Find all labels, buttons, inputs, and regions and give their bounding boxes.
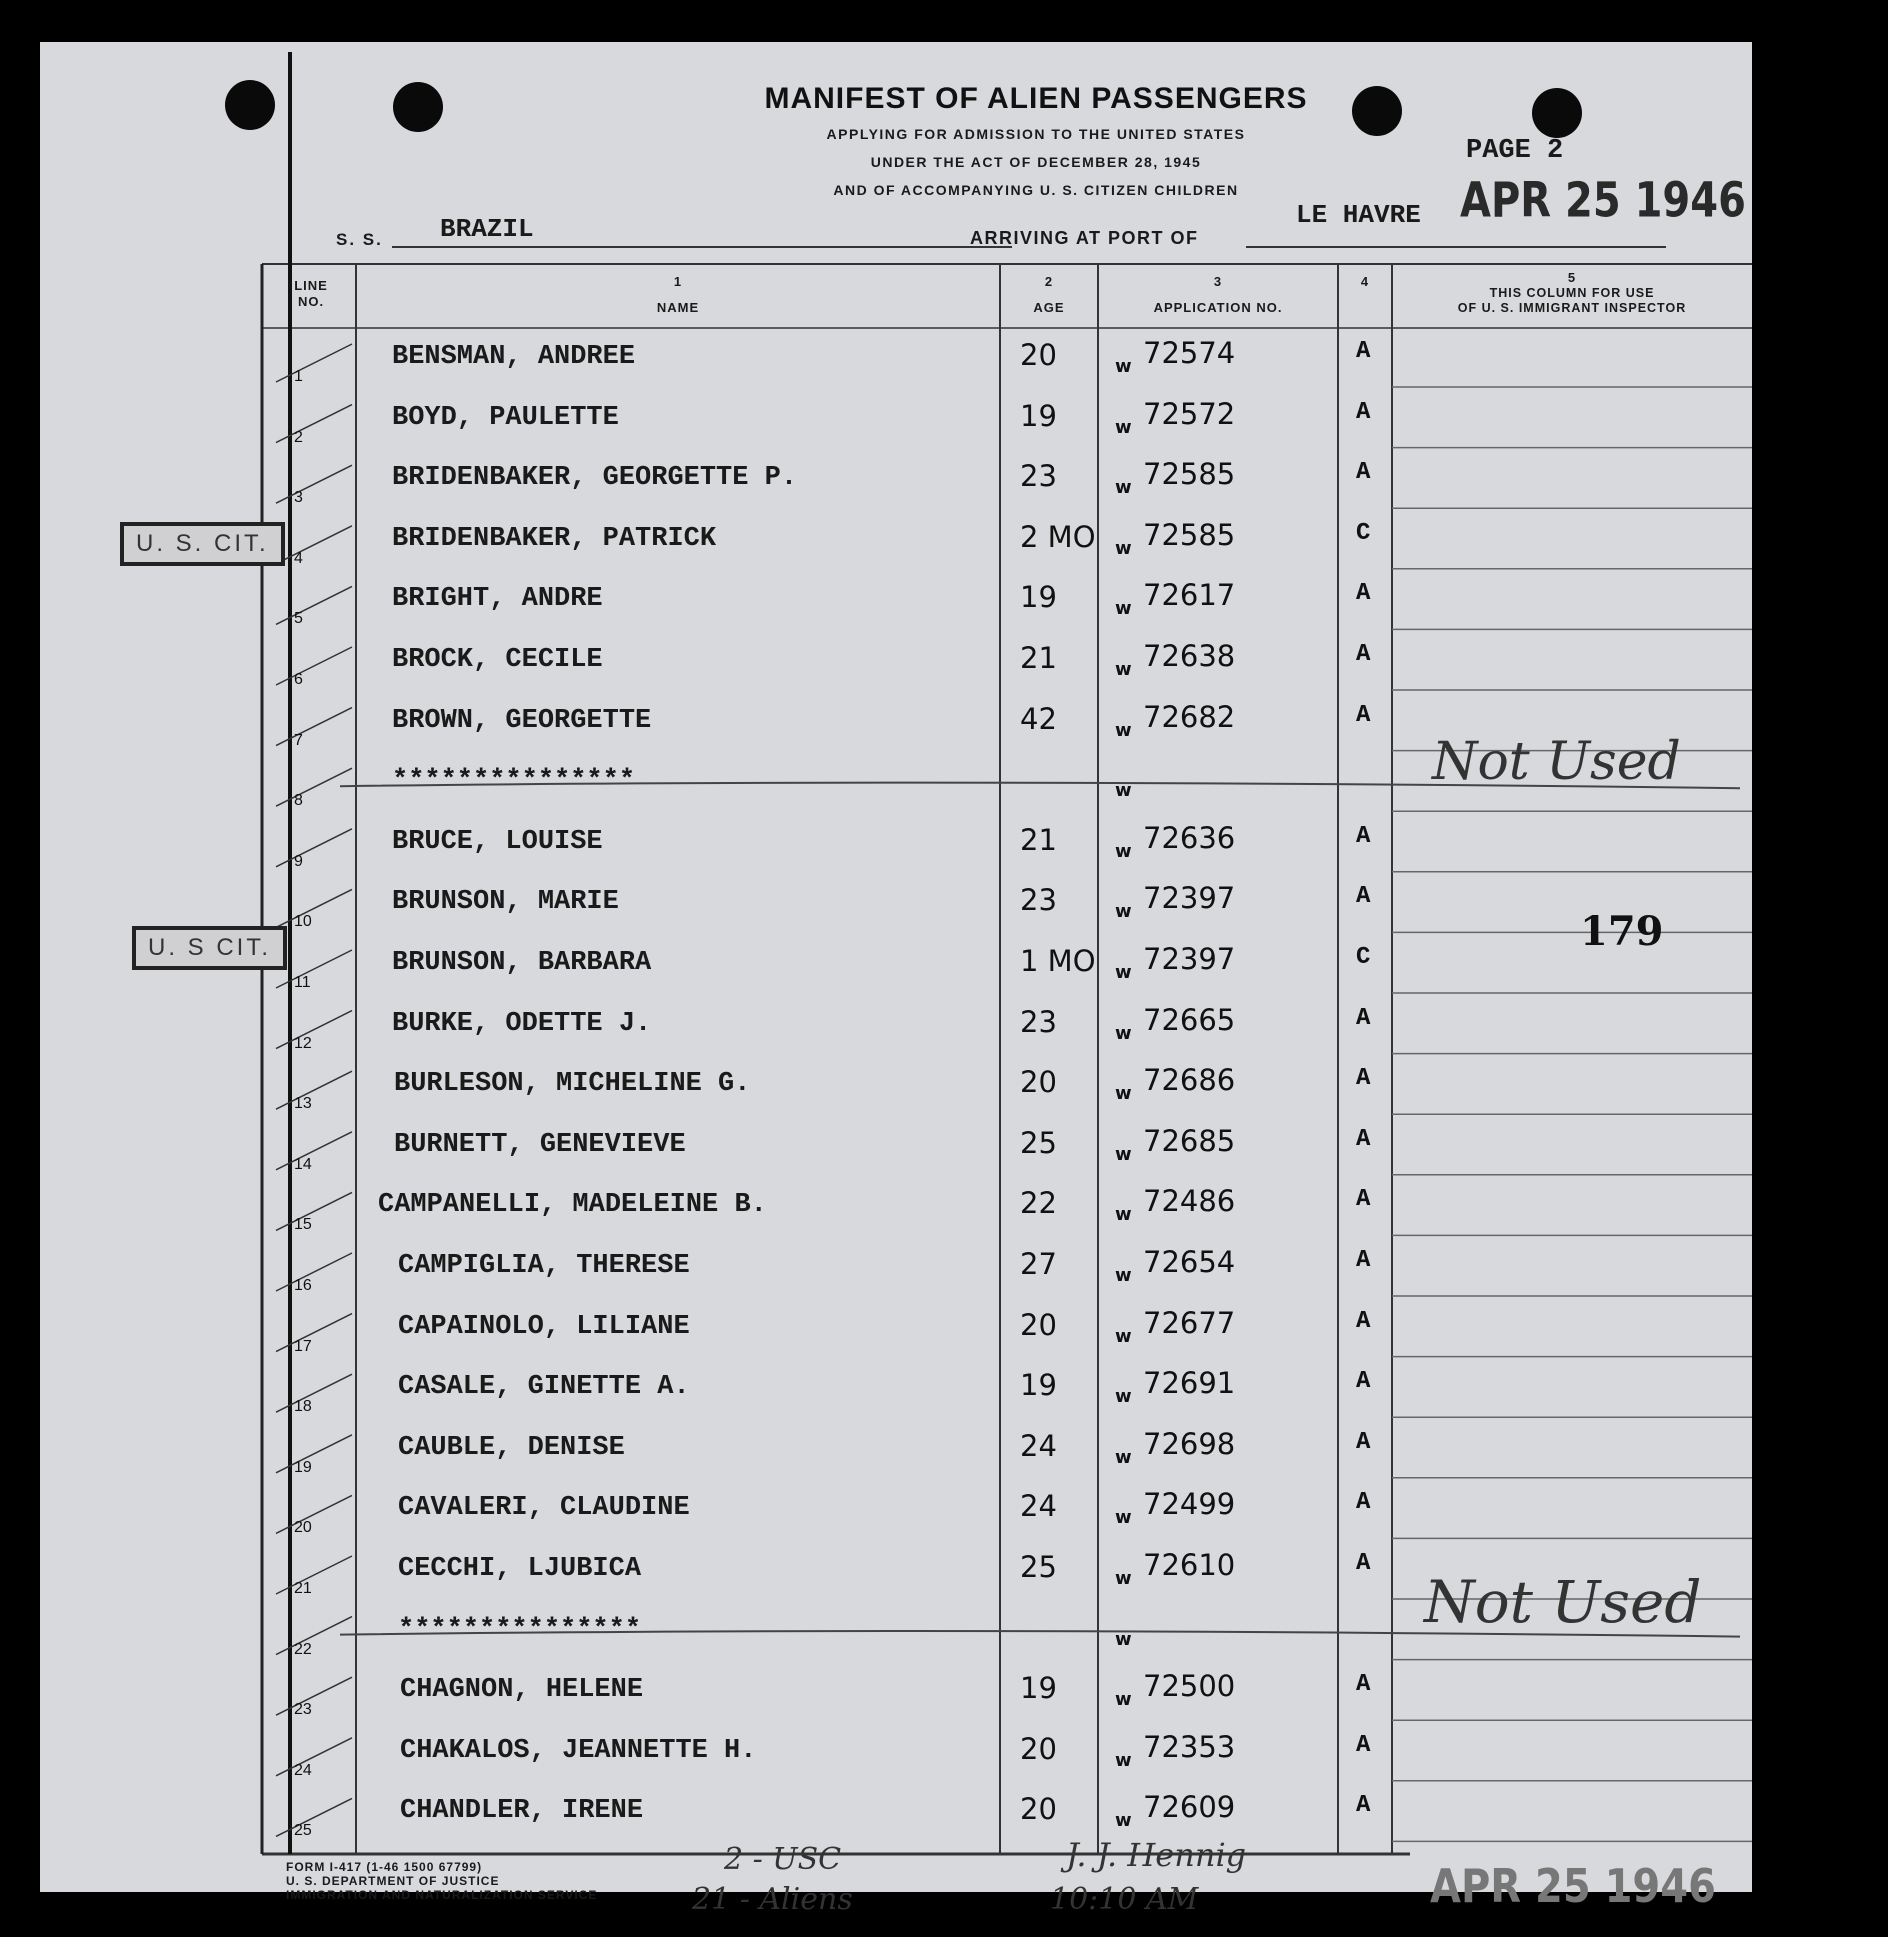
table-row: [40, 938, 1752, 998]
inspector-signature: J. J. Hennig: [1066, 1836, 1247, 1874]
application-prefix: w: [1115, 537, 1132, 559]
not-used-note: Not Used: [1424, 1568, 1702, 1636]
application-prefix: w: [1115, 1143, 1132, 1165]
status-code: A: [1356, 398, 1371, 426]
passenger-age: 23: [1020, 459, 1057, 494]
application-prefix: w: [1115, 1265, 1132, 1286]
passenger-age: 19: [1020, 1671, 1057, 1706]
subtitle-2: UNDER THE ACT OF DECEMBER 28, 1945: [870, 154, 1202, 170]
line-number: 17: [294, 1337, 312, 1355]
line-number: 3: [294, 489, 303, 507]
line-number: 8: [294, 792, 303, 810]
application-prefix: w: [1115, 1083, 1132, 1105]
col-header-inspector: THIS COLUMN FOR USE OF U. S. IMMIGRANT INSPECTOR: [1457, 286, 1687, 315]
passenger-name: BRUCE, LOUISE: [392, 826, 603, 857]
application-number: 72665: [1143, 1002, 1236, 1037]
application-number: 72574: [1143, 336, 1236, 370]
status-code: A: [1356, 701, 1371, 729]
status-code: A: [1356, 1065, 1371, 1093]
application-prefix: w: [1115, 1507, 1132, 1529]
manifest-sheet: [40, 42, 1752, 1917]
line-number: 15: [294, 1216, 312, 1234]
passenger-name: BROCK, CECILE: [392, 645, 603, 675]
line-number: 5: [294, 610, 303, 628]
line-number: 19: [294, 1458, 312, 1476]
passenger-name: CAVALERI, CLAUDINE: [398, 1493, 690, 1524]
application-number: 72572: [1143, 396, 1236, 431]
status-code: A: [1356, 822, 1371, 850]
passenger-age: 25: [1020, 1550, 1057, 1584]
passenger-name: CASALE, GINETTE A.: [398, 1372, 690, 1403]
line-number: 18: [294, 1398, 312, 1416]
table-row: [40, 1120, 1752, 1180]
application-prefix: w: [1115, 1386, 1132, 1408]
application-prefix: w: [1115, 659, 1132, 680]
application-number: 72654: [1143, 1245, 1236, 1279]
application-number: 72609: [1143, 1790, 1236, 1825]
time-note: 10:10 AM: [1050, 1882, 1199, 1917]
passenger-age: 27: [1020, 1247, 1057, 1281]
col-number-1: 1: [673, 274, 683, 289]
passenger-name: BENSMAN, ANDREE: [392, 342, 636, 372]
application-number: 72499: [1143, 1487, 1236, 1522]
line-number: 7: [294, 731, 303, 749]
table-row: [40, 1423, 1752, 1483]
table-row: [40, 1302, 1752, 1362]
table-row: [40, 1726, 1752, 1786]
status-code: A: [1356, 641, 1371, 668]
line-number: 23: [294, 1701, 312, 1719]
application-prefix: w: [1115, 477, 1132, 499]
bottom-date-stamp: APR 25 1946: [1430, 1860, 1716, 1914]
passenger-age: 20: [1020, 1731, 1057, 1766]
date-stamp: APR 25 1946: [1460, 173, 1746, 229]
application-prefix: w: [1115, 901, 1132, 923]
table-row: [40, 332, 1752, 392]
passenger-name: BURNETT, GENEVIEVE: [394, 1129, 686, 1160]
table-row: [40, 1362, 1752, 1422]
status-code: A: [1356, 1671, 1371, 1699]
passenger-age: 21: [1020, 822, 1057, 857]
passenger-age: 22: [1020, 1186, 1057, 1221]
application-number: 72698: [1143, 1426, 1236, 1461]
col-number-2: 2: [1044, 274, 1054, 289]
passenger-age: 20: [1020, 1792, 1057, 1827]
application-prefix: w: [1115, 1204, 1132, 1226]
status-code: A: [1356, 1247, 1371, 1274]
passenger-name: BRIGHT, ANDRE: [392, 584, 603, 615]
application-number: 72486: [1143, 1184, 1236, 1219]
passenger-age: 24: [1020, 1428, 1057, 1463]
application-number: 72691: [1143, 1366, 1236, 1401]
passenger-name: BRUNSON, BARBARA: [392, 948, 652, 978]
application-prefix: w: [1115, 719, 1132, 741]
status-code: C: [1356, 944, 1371, 971]
col-number-3: 3: [1213, 274, 1223, 289]
line-number: 16: [294, 1277, 312, 1294]
status-code: C: [1356, 519, 1371, 547]
ss-label: S. S.: [336, 230, 383, 249]
application-prefix: w: [1115, 1810, 1132, 1832]
port-name: LE HAVRE: [1296, 200, 1421, 230]
line-number: 12: [294, 1034, 312, 1052]
passenger-name: CAMPANELLI, MADELEINE B.: [378, 1190, 767, 1221]
manifest-title: MANIFEST OF ALIEN PASSENGERS: [764, 82, 1308, 115]
table-row: [40, 999, 1752, 1059]
passenger-age: 1 MO: [1020, 944, 1096, 978]
passenger-name: BOYD, PAULETTE: [392, 402, 619, 433]
line-number: 9: [294, 852, 303, 870]
status-code: A: [1356, 1792, 1371, 1820]
application-number: 72585: [1143, 457, 1236, 492]
table-row: [40, 635, 1752, 695]
passenger-age: 19: [1020, 1368, 1057, 1403]
application-prefix: w: [1115, 962, 1132, 983]
application-number: 72585: [1143, 517, 1236, 552]
passenger-age: 19: [1020, 580, 1057, 615]
application-number: 72500: [1143, 1669, 1236, 1704]
passenger-name: ***************: [398, 1614, 642, 1645]
passenger-name: BRIDENBAKER, GEORGETTE P.: [392, 463, 798, 494]
line-number: 11: [294, 974, 311, 991]
application-number: 72636: [1143, 820, 1236, 855]
table-row: [40, 1180, 1752, 1240]
status-code: A: [1356, 459, 1371, 487]
application-prefix: w: [1115, 598, 1132, 620]
application-number: 72686: [1143, 1063, 1236, 1098]
application-prefix: w: [1115, 1446, 1132, 1468]
table-row: [40, 1665, 1752, 1725]
passenger-age: 2 MO: [1020, 519, 1096, 554]
service: IMMIGRATION AND NATURALIZATION SERVICE: [286, 1888, 598, 1902]
application-prefix: w: [1115, 1022, 1132, 1044]
not-used-note: Not Used: [1432, 732, 1681, 792]
line-number: 25: [294, 1822, 312, 1840]
application-number: 72677: [1143, 1305, 1236, 1340]
col-header-age: AGE: [1033, 300, 1065, 315]
line-number: 14: [294, 1155, 312, 1173]
passenger-name: CHAGNON, HELENE: [400, 1675, 644, 1706]
application-prefix: w: [1115, 356, 1132, 377]
line-number: 4: [294, 549, 303, 567]
table-row: [40, 817, 1752, 877]
table-row: [40, 1241, 1752, 1301]
passenger-age: 20: [1020, 338, 1057, 372]
passenger-age: 20: [1020, 1307, 1057, 1342]
status-code: A: [1356, 1428, 1371, 1456]
application-prefix: w: [1115, 840, 1132, 862]
passenger-name: BROWN, GEORGETTE: [392, 705, 652, 736]
line-number: 2: [294, 428, 303, 446]
line-number: 10: [294, 913, 312, 931]
ship-name: BRAZIL: [440, 214, 534, 244]
application-prefix: w: [1115, 1628, 1132, 1650]
table-row: [40, 574, 1752, 634]
application-number: 72682: [1143, 699, 1236, 734]
status-code: A: [1356, 883, 1371, 911]
line-number: 22: [294, 1640, 312, 1658]
application-prefix: w: [1115, 1568, 1132, 1589]
col-header-application: APPLICATION NO.: [1153, 300, 1283, 315]
passenger-name: CAMPIGLIA, THERESE: [398, 1251, 690, 1281]
status-code: A: [1356, 580, 1371, 608]
application-number: 72685: [1143, 1123, 1236, 1158]
passenger-name: BRIDENBAKER, PATRICK: [392, 523, 717, 554]
status-code: A: [1356, 338, 1371, 365]
application-prefix: w: [1115, 780, 1132, 802]
tally-usc: 2 - USC: [724, 1842, 842, 1877]
status-code: A: [1356, 1368, 1371, 1396]
line-number: 24: [294, 1761, 312, 1779]
application-prefix: w: [1115, 1689, 1132, 1711]
line-number: 21: [294, 1580, 312, 1597]
passenger-name: BURKE, ODETTE J.: [392, 1008, 652, 1039]
passenger-name: CECCHI, LJUBICA: [398, 1554, 642, 1584]
port-label: ARRIVING AT PORT OF: [970, 228, 1199, 248]
col-number-5: 5: [1567, 270, 1577, 285]
line-number: 1: [294, 368, 303, 385]
col-header-name: NAME: [656, 300, 700, 315]
passenger-age: 23: [1020, 1004, 1057, 1039]
subtitle-3: AND OF ACCOMPANYING U. S. CITIZEN CHILDREN: [833, 182, 1239, 198]
col-header-line-no: LINE NO.: [294, 278, 328, 309]
application-number: 72610: [1143, 1548, 1236, 1582]
line-number: 20: [294, 1519, 312, 1537]
passenger-name: BRUNSON, MARIE: [392, 887, 619, 918]
passenger-name: CHANDLER, IRENE: [400, 1796, 644, 1827]
table-row: [40, 1786, 1752, 1846]
status-code: A: [1356, 1004, 1371, 1032]
line-number: 13: [294, 1095, 312, 1113]
status-code: A: [1356, 1731, 1371, 1759]
status-code: A: [1356, 1125, 1371, 1153]
passenger-name: CAUBLE, DENISE: [398, 1432, 625, 1463]
application-prefix: w: [1115, 1749, 1132, 1771]
passenger-age: 23: [1020, 883, 1057, 918]
us-citizen-stamp: U. S. CIT.: [120, 522, 285, 566]
passenger-age: 24: [1020, 1489, 1057, 1524]
line-number: 6: [294, 671, 303, 688]
passenger-name: CAPAINOLO, LILIANE: [398, 1311, 690, 1342]
application-number: 72397: [1143, 881, 1236, 916]
col-number-4: 4: [1360, 274, 1370, 289]
tally-aliens: 21 - Aliens: [692, 1882, 853, 1917]
table-row: [40, 453, 1752, 513]
status-code: A: [1356, 1186, 1371, 1214]
passenger-age: 19: [1020, 398, 1057, 433]
page-number: PAGE 2: [1466, 136, 1564, 166]
table-row: [40, 1483, 1752, 1543]
status-code: A: [1356, 1550, 1371, 1577]
table-row: [40, 877, 1752, 937]
status-code: A: [1356, 1489, 1371, 1517]
passenger-name: ***************: [392, 766, 636, 797]
passenger-name: BURLESON, MICHELINE G.: [394, 1069, 751, 1100]
form-number: FORM I-417 (1-46 1500 67799): [286, 1860, 483, 1874]
stamp-number: 179: [1580, 908, 1664, 955]
table-row: [40, 393, 1752, 453]
application-prefix: w: [1115, 1325, 1132, 1347]
subtitle-1: APPLYING FOR ADMISSION TO THE UNITED STATES: [826, 126, 1246, 142]
department: U. S. DEPARTMENT OF JUSTICE: [286, 1874, 500, 1888]
passenger-name: CHAKALOS, JEANNETTE H.: [400, 1735, 757, 1766]
passenger-age: 21: [1020, 641, 1057, 675]
us-citizen-stamp: U. S CIT.: [132, 926, 287, 970]
application-number: 72397: [1143, 942, 1236, 976]
application-number: 72617: [1143, 578, 1236, 613]
table-row: [40, 514, 1752, 574]
application-prefix: w: [1115, 416, 1132, 438]
table-row: [40, 1059, 1752, 1119]
passenger-age: 25: [1020, 1125, 1057, 1160]
application-number: 72638: [1143, 639, 1236, 673]
status-code: A: [1356, 1307, 1371, 1335]
passenger-age: 20: [1020, 1065, 1057, 1100]
application-number: 72353: [1143, 1729, 1236, 1764]
passenger-age: 42: [1020, 701, 1057, 736]
